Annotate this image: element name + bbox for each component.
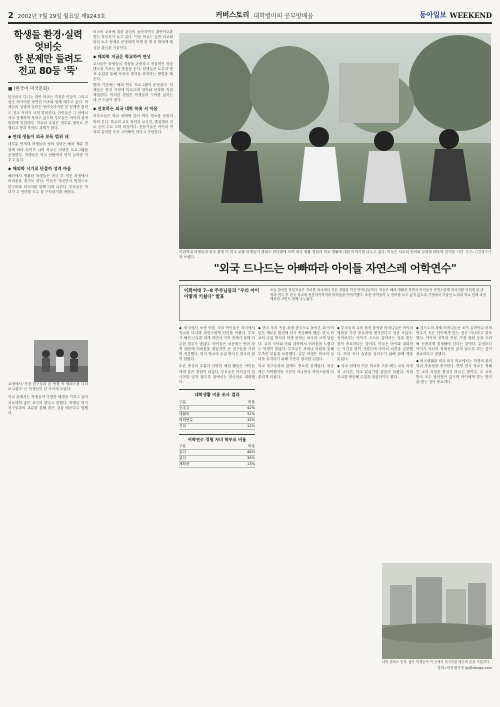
body-text: ◆ 귀국 후의 적응 과정 한국으로 돌아온 뒤 아이들은 새로운 환경에 다시 적응해야 했다. 한국 학교의 수업 방식과 학생 문화는 외국과 크게 달랐다. 특히 국어와 사회 과목에서 어려움을 느꼈다는 학생이 많았다. 부모들은 과외나 학원을 통해 부족한 부분을 보충했다. 일부 학생은 외국어 실력을 유지하기 위해 꾸준히 원서를 읽었다.: [258, 326, 334, 362]
article-column-b: [258, 326, 334, 380]
body-text: ◆ 부모들의 교육 철학 참석한 어머니들은 아이의 행복을 가장 중요하게 생각한다고 입을 모았다. 성적보다는 아이가 스스로 좋아하는 일을 찾는 것이 중요하다는 것이다. 이들은 아이와 대화하는 시간을 많이 가졌으며 아이의 의견을 존중했다. 또한 독서 습관을 길러주기 위해 함께 책을 읽었다.: [337, 326, 413, 362]
sidebar-headline: [8, 30, 88, 78]
newspaper-brand: 동아일보: [419, 11, 447, 19]
subheading: ◆ 선호하는 외국 대학 목록 서 마음: [93, 106, 158, 112]
intro-text: 오늘 참석한 학부모들은 자녀를 외국에서 키운 경험을 가진 어머니들이다. 이들은 해외 생활을 하면서 아이들이 자연스럽게 외국어를 익히게 된 과정과 귀국 후 한국 학교에 적응하기까지의 어려움을 이야기했다. 또한 아이들이 두 언어를 모두 잃지 않도록 가정에서 기울인 노력과 학교 선택 과정에서의 고민도 함께 나누었다.: [270, 288, 486, 301]
second-column: [93, 30, 173, 135]
caption-text: 대학 캠퍼스 전경. 많은 학생들이 이 곳에서 외국어를 배우며 꿈을 키워간다.: [382, 660, 491, 664]
photo-caption-left: [8, 382, 88, 416]
table-cell-label: 없다: [179, 456, 186, 461]
divider: [179, 280, 491, 281]
table-cell-label: 계획중: [179, 462, 190, 467]
byline: ■ (한국어 미국문화): [8, 87, 50, 92]
subheading: ◆ 연대 생들이 외국 보육 범위 내: [8, 134, 69, 140]
main-photo: [179, 33, 491, 249]
issue-date: 2002년 7월 29일 월요일 제9243호: [17, 14, 106, 20]
table-title: 어학연수 경험 자녀 학부모 비율: [187, 436, 247, 442]
table-cell-label: 구분: [179, 444, 186, 449]
intro-box: [179, 285, 491, 321]
table-cell-value: 비율: [248, 399, 255, 404]
table-cell-label: 어학연수: [179, 417, 193, 422]
weekend-label: WEEKEND: [449, 11, 492, 20]
table-cell-value: 13%: [247, 462, 255, 467]
table-cell-label: 있다: [179, 450, 186, 455]
divider: [8, 82, 88, 83]
body-text: 한국어로 다니는 대안 학교는 가천한 이들이 그리고 싶은 외국어를 당연한 어조와 함께 배우고 있다. 학생들의 성향과 실력은 엇비슷하지만 한 문제만 틀려도 전교 석차가 크게 떨어진다. 아이들은 그 안에서 서로 경쟁하며 자라고 있으며 부모들은 아이의 성적 변화에 민감하다. 학교의 수업은 대부분 영어로 진행되고 방과 후에도 과제가 많다.: [8, 95, 88, 131]
reporter-byline: 정리=이진영기자 ljy@donga.com: [437, 666, 492, 671]
table-cell-value: 15%: [247, 417, 255, 422]
page-header: [8, 6, 492, 24]
caption-text: 이화여대 학생들과 외국 출생 이 미국 교환 학생들이 캠퍼스 잔디밭에 모여 외국 생활 경험과 학교 생활에 대한 이야기를 나누고 있다. 이들은 서로의 언어와 문화를 배우며 즐거운 시간을 보냈다.: [179, 250, 464, 259]
table-cell-value: 42%: [247, 405, 255, 410]
body-text: 외국어 교육에 대한 관심이 높아지면서 대안학교를 찾는 학부모가 늘고 있다. 이들 학교는 일반 학교와 달리 소수 정예로 운영되며 학생 한 명 한 명에게 세심한 관심을 기울인다.: [93, 30, 173, 50]
table-cell-label: 등록금: [179, 405, 190, 410]
table-cell-label: 생활비: [179, 411, 190, 416]
campus-photo-caption: [382, 660, 492, 671]
article-column-d: [416, 326, 492, 385]
body-text: ◆ 앞으로의 과제 어머니들은 조기 유학이나 어학연수가 모든 아이에게 맞는 것은 아니라고 강조했다. 아이의 성격과 적성, 가정 형편 등을 고려해 신중하게 결정해야 한다는 것이다. 무엇보다 아이가 자신의 정체성을 잃지 않도록 하는 것이 중요하다고 말했다.: [416, 326, 492, 357]
subheading: ◆ 해외학 시기로 단결까 성격 마음: [8, 166, 72, 172]
campus-photo: [382, 563, 492, 659]
body-text: ◆ 외국에서 보낸 어린 시절 아이들은 외국에서 학교를 다니며 자연스럽게 언어를 익혔다. 부모가 해외 근무를 하게 되면서 가족 전체가 함께 이주한 경우가 많았다. 아이들은 처음에는 언어 장벽 때문에 어려움을 겪었지만 곧 친구들을 사귀며 적응했다. 현지 학교의 수업 방식은 한국과 많이 달랐다.: [179, 326, 255, 362]
cost-table: [179, 389, 255, 430]
photo-credit: 사진=김경제기자: [465, 250, 491, 254]
headline-line-2: 한 분제만 들려도 전교 80등 '뚝': [13, 54, 83, 77]
caption-text: 교정에서 '가장 친구들과 한 번쯤 이 캠퍼스를 다녀 보고싶다' 는 학생들이 한 자리에 모였다.: [8, 382, 88, 392]
body-text: 학교 친구들과의 관계도 중요한 문제였다. 처음에는 서먹했지만 시간이 지나면서 자연스럽게 어울리게 되었다.: [258, 364, 334, 379]
table-cell-value: 48%: [247, 450, 255, 455]
table-title: 대학생활 비용 조사 결과: [194, 392, 240, 398]
table-cell-value: 12%: [247, 423, 255, 428]
body-text: 해외에서 생활한 학생들은 귀국 후 적응 과정에서 어려움을 겪기도 한다. 이들은 자신만의 방법으로 한국어와 외국어를 함께 익혀 나간다. 부모들은 자녀가 두 언어를 모두 잘 구사하기를 바란다.: [8, 174, 88, 194]
body-text: ◆ 외국생활과 비교 외국 학교에서는 학생의 창의력과 자율성을 중시한다. 반면 한국 학교는 정해진 교과 과정을 충실히 따르는 편이다. 두 교육 방식 모두 장단점이 있으며 아이에게 맞는 방식을 찾는 것이 중요하다.: [416, 359, 492, 385]
body-text: 학교 관계자는 학생들이 다양한 배경을 가지고 있어 서로에게 좋은 자극이 된다고 말했다. 학생들 역시 친구들과의 교류를 통해 많은 것을 배운다고 답했다.: [8, 395, 88, 416]
main-photo-caption: [179, 250, 491, 260]
subheading: ◆ 해외학 지금은 학교하여 연상: [93, 53, 151, 59]
table-cell-label: 기타: [179, 423, 186, 428]
table-row: [179, 462, 255, 468]
table-cell-value: 비율: [248, 444, 255, 449]
table-cell-label: 구분: [179, 399, 186, 404]
body-text: 방학 기간에는 해외 연수 프로그램이 운영된다. 학생들은 현지 가정에 머무르며 언어와 문화를 직접 체험한다. 이러한 경험은 학생들의 시야를 넓히는 데 큰 도움이 된다.: [93, 82, 173, 103]
table-cell-value: 39%: [247, 456, 255, 461]
page-number: 2: [8, 11, 14, 20]
article-column-c: [337, 326, 413, 380]
pull-quote: "외국 드나드는 아빠따라 아이들 자연스레 어학연수": [213, 262, 457, 275]
survey-table: [179, 434, 255, 469]
headline-line-1: 학생들 환경·실력 엇비슷: [13, 30, 83, 53]
table-cell-value: 31%: [247, 411, 255, 416]
body-text: 교사들은 학생들의 개성을 존중하고 자율적인 학습 태도를 기르는 데 중점을 둔다. 학생들은 토론과 발표 수업을 통해 자신의 생각을 표현하는 방법을 배운다.: [93, 61, 173, 82]
body-text: 대부분 연세대 학생들의 영어 실력은 해외 체류 경험에 따라 차이가 나며 학교는 다양한 프로그램을 운영한다. 학생들은 학교 안팎에서 언어 능력을 키우고 있다.: [8, 142, 88, 163]
table-row: [179, 424, 255, 430]
body-text: 학부모들은 학교 선택에 앞서 여러 정보를 꼼꼼히 따져 본다. 학교의 교육 철학과 교사진, 졸업생의 진로 등이 주요 고려 대상이다. 전문가들은 아이의 적성과 흥미를 우선 고려해야 한다고 조언한다.: [93, 114, 173, 135]
intro-title: 이화여대 7~8 주부님들의 "우리 아이 이렇게 키웠다" 발표: [184, 289, 260, 300]
students-photo: [34, 340, 88, 382]
body-text: 토론 중심의 수업과 다양한 체험 활동은 아이들에게 좋은 경험이 되었다. 부모들은 아이들이 한국어를 잊지 않도록 집에서는 한국어로 대화했다.: [179, 364, 255, 385]
section-title: 커버스토리: [215, 11, 250, 19]
left-column: [8, 30, 88, 195]
body-text: ◆ 학교 선택의 기준 학교를 고를 때는 교육 과정과 교사진, 학교 분위기를 꼼꼼히 살폈다. 직접 학교를 방문해 수업을 참관하기도 했다.: [337, 364, 413, 379]
article-column-a: [179, 326, 255, 468]
section-subtitle: 대학별미의 공부방배울: [253, 13, 314, 20]
